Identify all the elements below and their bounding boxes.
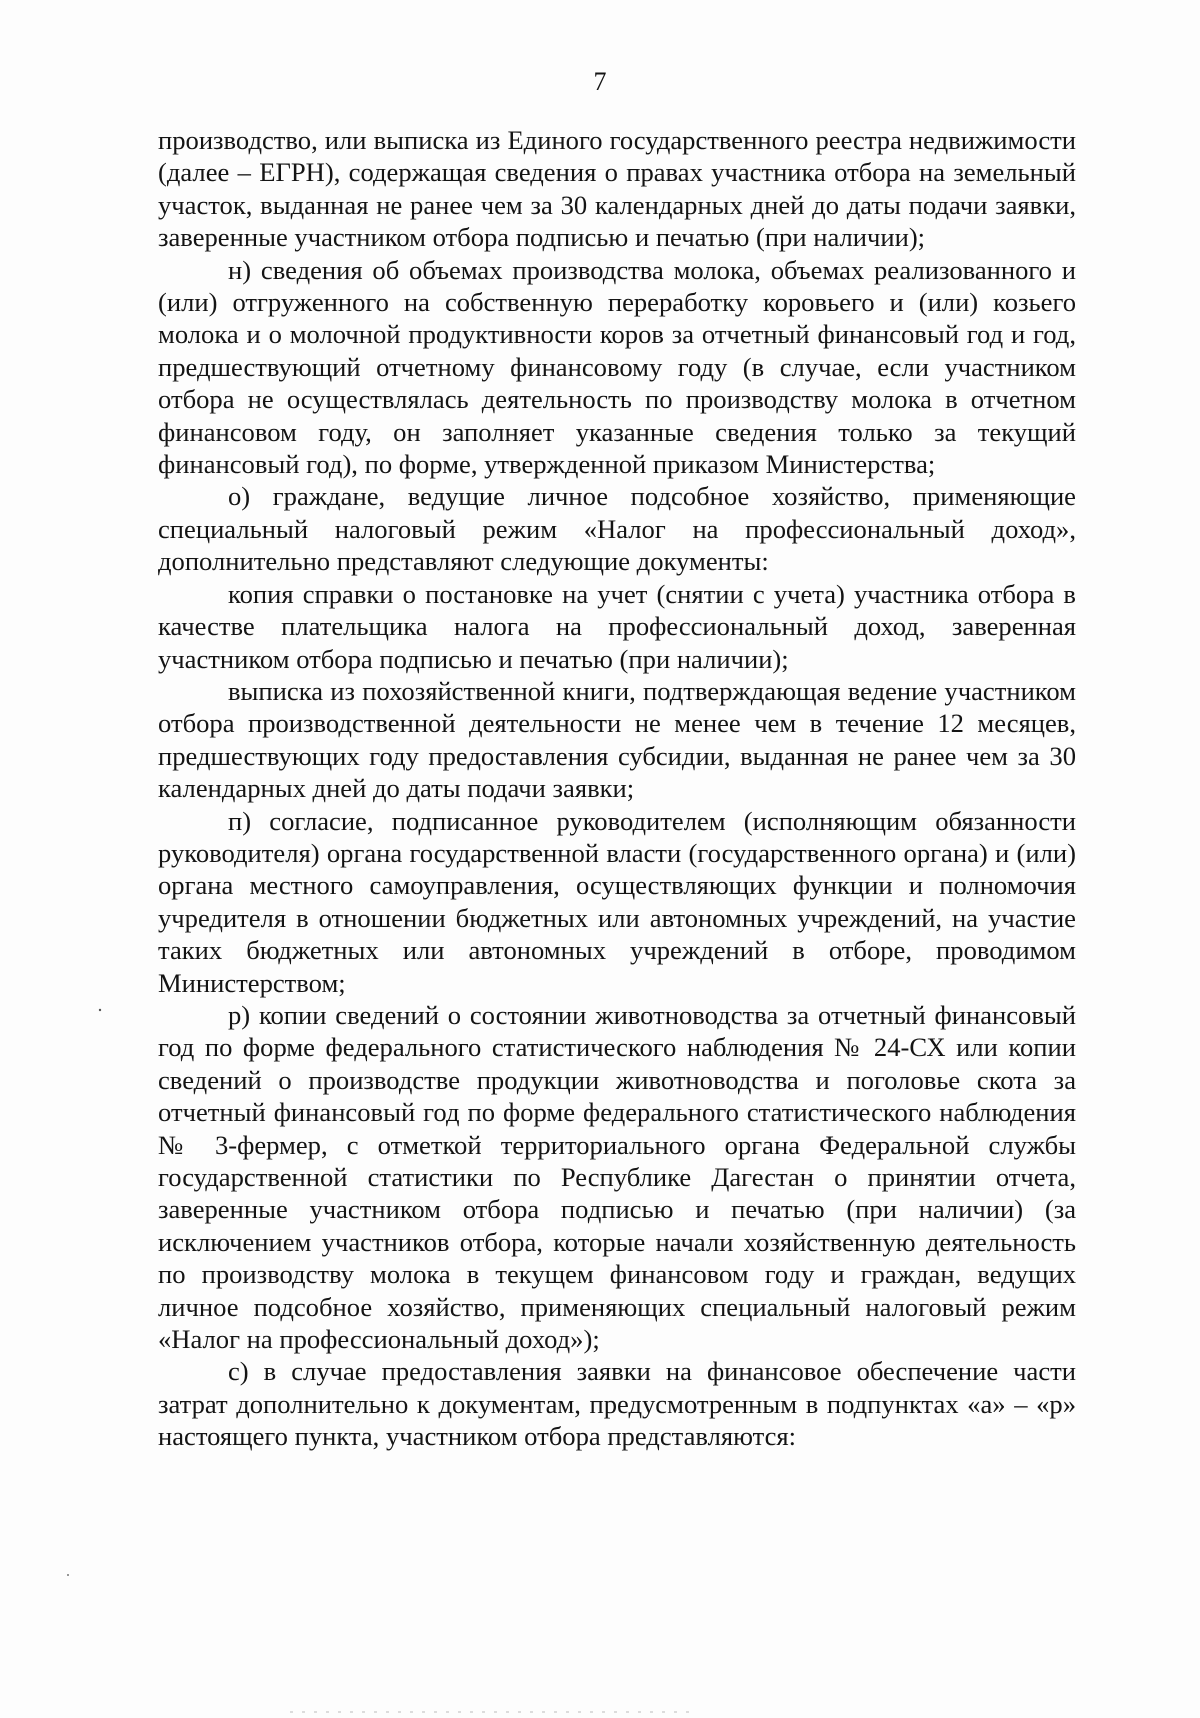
scan-speck [99,1009,101,1011]
scan-speck [67,1574,69,1576]
page-number: 7 [593,67,607,96]
paragraph-r: р) копии сведений о состоянии животноводства за отчетный финансовый год по форме федерального статистического наблюдения № 24-СХ или копии сведений о производстве продукции животноводства и поголовье скота за отчетный финансовый год по форме федерального статистического наблюдения № 3-фермер, с отметкой территориального органа Федеральной службы государственной статистики по Республике Дагестан о принятии отчета, заверенные участником отбора подписью и печатью (при наличии) (за исключением участников отбора, которые начали хозяйственную деятельность по производству молока в текущем финансовом году и граждан, ведущих личное подсобное хозяйство, применяющих специальный налоговый режим «Налог на профессиональный доход»); [158,999,1076,1355]
paragraph-o-item-1: копия справки о постановке на учет (снятии с учета) участника отбора в качестве плательщика налога на профессиональный доход, заверенная участником отбора подписью и печатью (при наличии); [158,578,1076,674]
paragraph-o: о) граждане, ведущие личное подсобное хозяйство, применяющие специальный налоговый режим «Налог на профессиональный доход», дополнительно представляют следующие документы: [158,481,1076,577]
paragraph-s: с) в случае предоставления заявки на финансовое обеспечение части затрат дополнительно к документам, предусмотренным в подпунктах «а» – «р» настоящего пункта, участником отбора представляются: [158,1356,1076,1452]
paragraph-n: н) сведения об объемах производства молока, объемах реализованного и (или) отгруженного на собственную переработку коровьего и (или) козьего молока и о молочной продуктивности коров за отчетный финансовый год и год, предшествующий отчетному финансовому году (в случае, если участником отбора не осуществлялась деятельность по производству молока в отчетном финансовом году, он заполняет указанные сведения только за текущий финансовый год), по форме, утвержденной приказом Министерства; [158,254,1076,480]
paragraph-o-item-2: выписка из похозяйственной книги, подтверждающая ведение участником отбора производственной деятельности не менее чем в течение 12 месяцев, предшествующих году предоставления субсидии, выданная не ранее чем за 30 календарных дней до даты подачи заявки; [158,675,1076,804]
paragraph: производство, или выписка из Единого государственного реестра недвижимости (далее – ЕГРН), содержащая сведения о правах участника отбора на земельный участок, выданная не ранее чем за 30 календарных дней до даты подачи заявки, заверенные участником отбора подписью и печатью (при наличии); [158,125,1076,253]
paragraph-p: п) согласие, подписанное руководителем (исполняющим обязанности руководителя) органа государственной власти (государственного органа) и (или) органа местного самоуправления, осуществляющих функции и полномочия учредителя в отношении бюджетных или автономных учреждений, на участие таких бюджетных или автономных учреждений в отборе, проводимом Министерством; [158,805,1076,998]
document-body [158,124,1076,1453]
